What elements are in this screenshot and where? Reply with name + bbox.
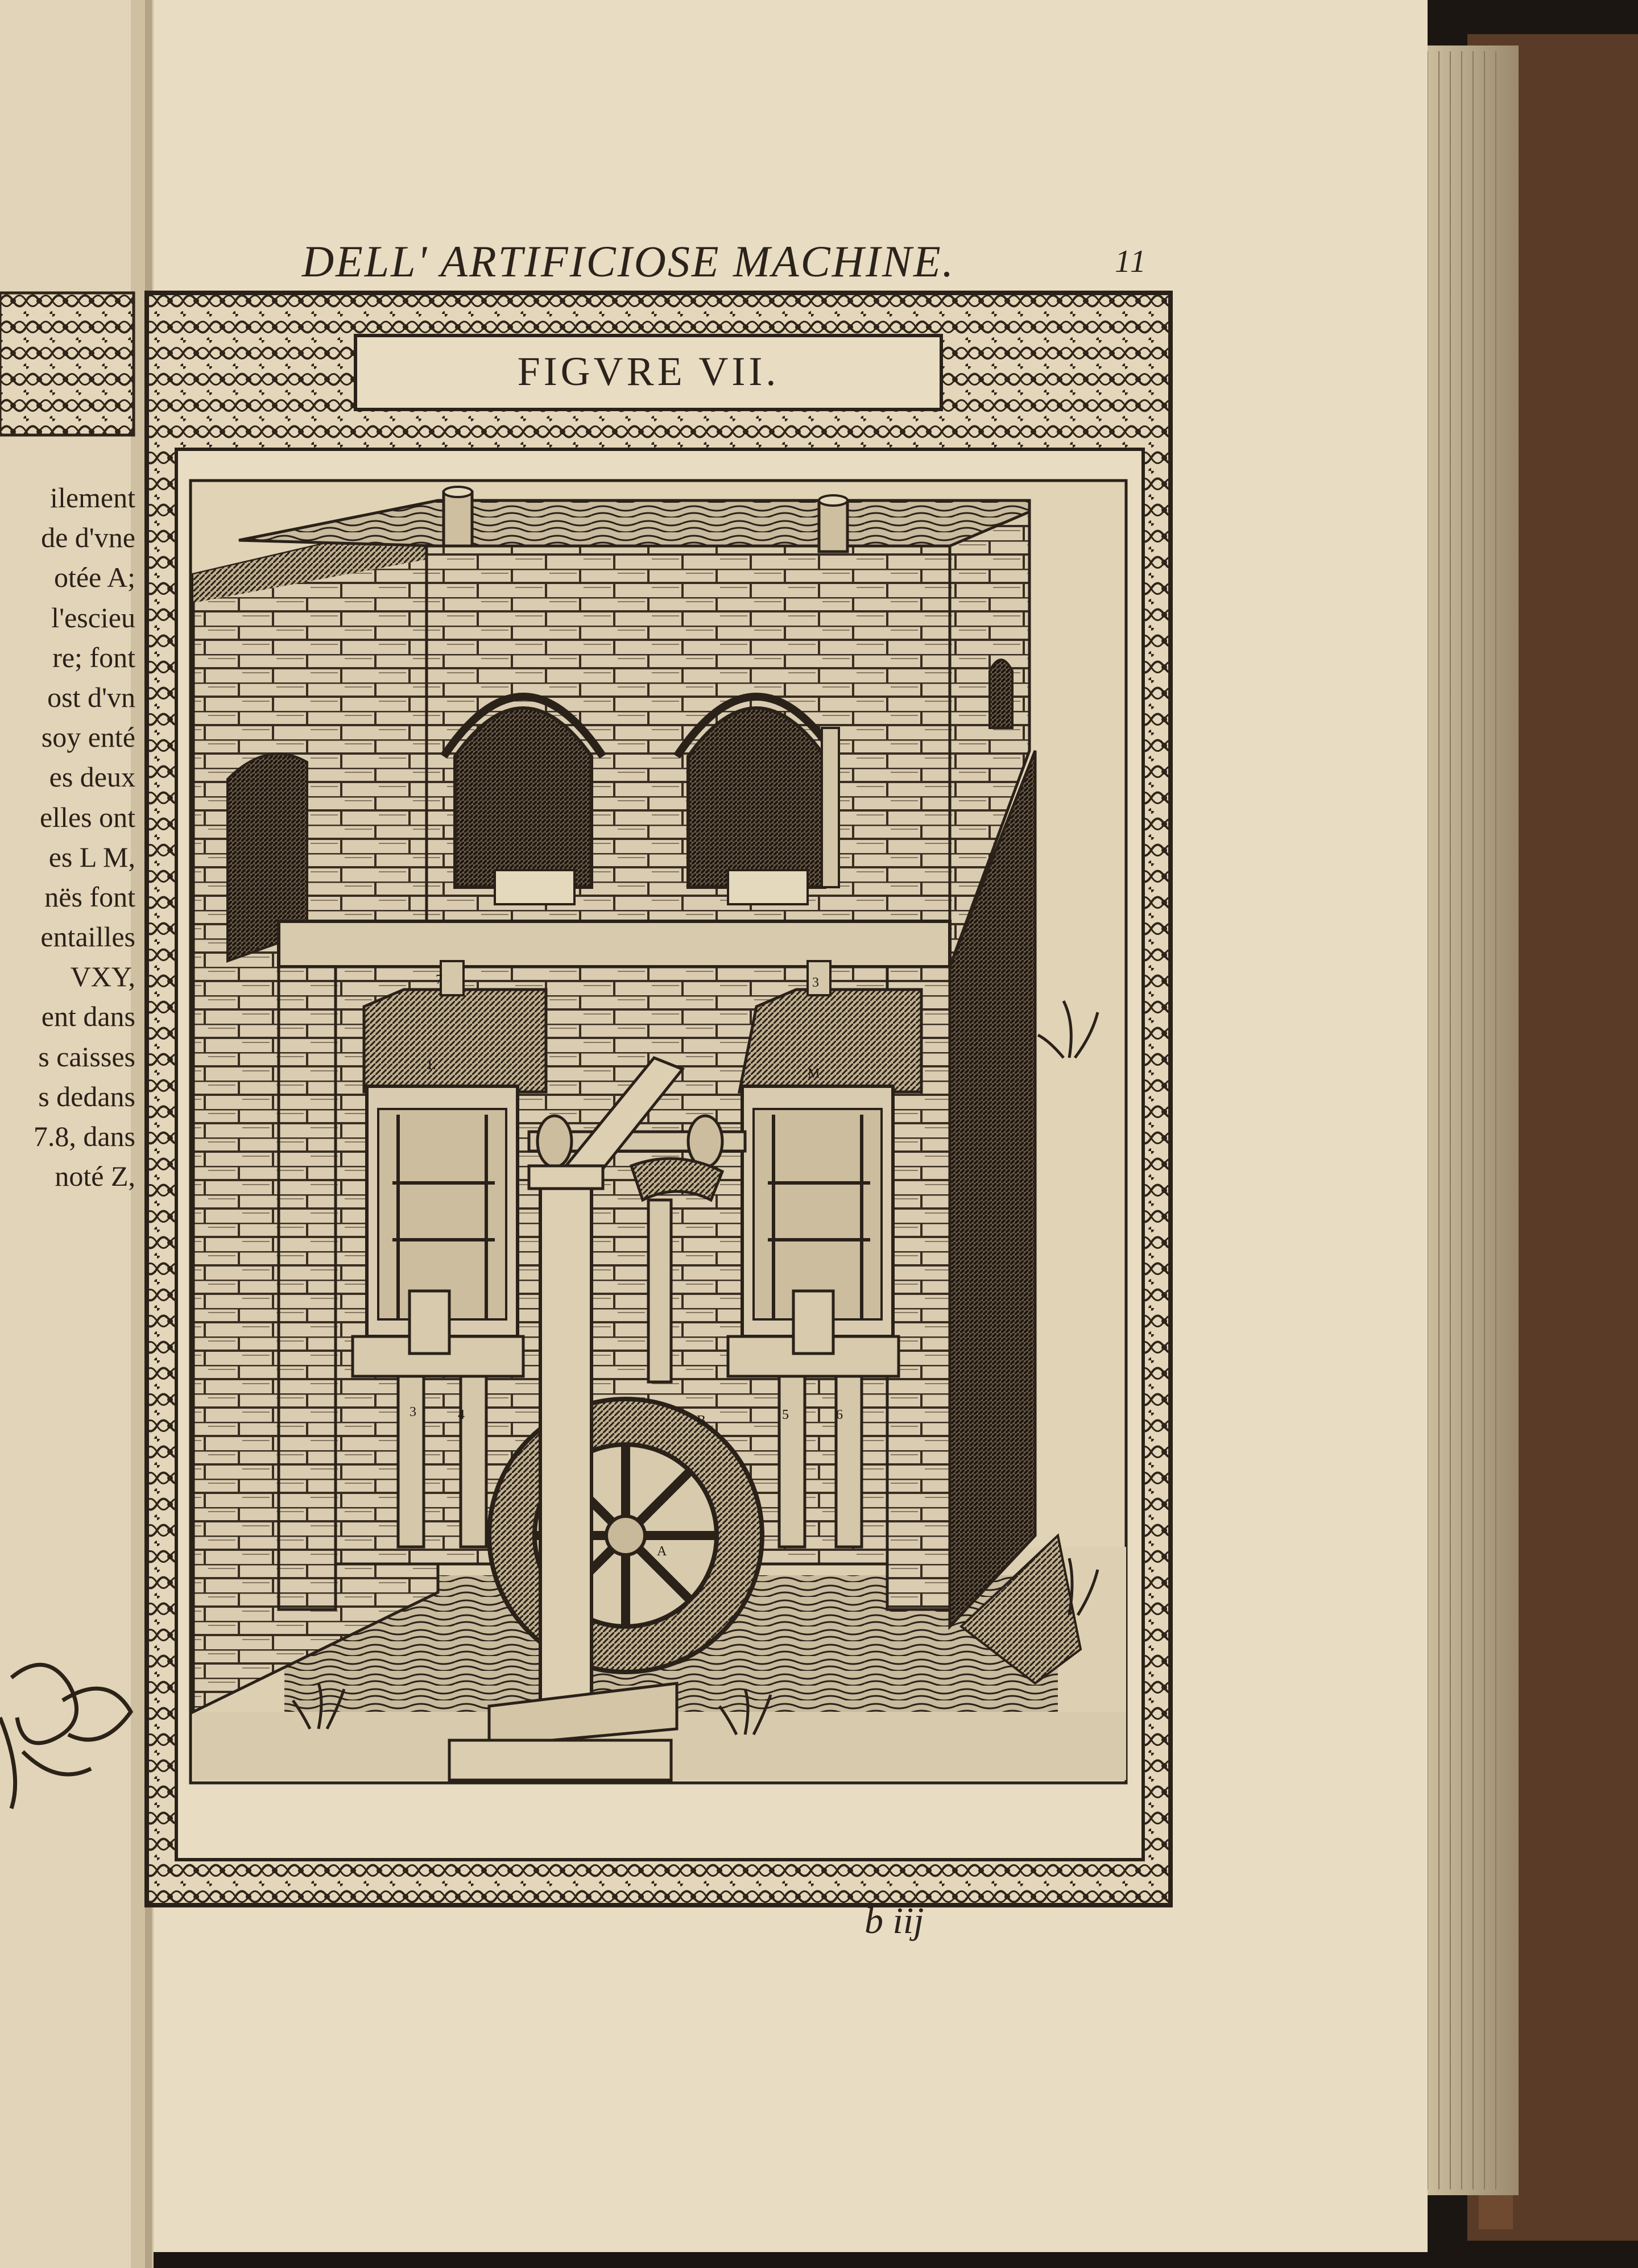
label-pipe-1: 3 xyxy=(410,1405,416,1419)
left-page-line: VXY, xyxy=(70,961,135,993)
left-page-line: ent dans xyxy=(41,1000,135,1033)
left-page-line: ilement xyxy=(50,482,135,514)
left-page-line: soy enté xyxy=(41,721,135,754)
left-page-line: es deux xyxy=(49,761,135,793)
left-page-line: noté Z, xyxy=(55,1160,135,1193)
left-page-line: 7.8, dans xyxy=(33,1120,135,1152)
label-L: L xyxy=(428,1058,436,1073)
left-page-line: s caisses xyxy=(38,1040,135,1073)
left-page-line: de d'vne xyxy=(41,522,135,554)
left-page-line: re; font xyxy=(52,641,135,673)
label-pipe-3: 5 xyxy=(782,1408,789,1422)
signature-mark: b iij xyxy=(864,1900,924,1942)
left-page-line: entailles xyxy=(40,921,135,953)
left-page-line: otée A; xyxy=(53,561,135,594)
figure-title: FIGVRE VII. xyxy=(517,349,780,394)
label-M: M xyxy=(808,1066,820,1081)
running-head: DELL' ARTIFICIOSE MACHINE. xyxy=(301,237,956,286)
label-pipe-4: 6 xyxy=(836,1408,843,1422)
label-pipe-2: 4 xyxy=(458,1408,465,1422)
left-page-line: elles ont xyxy=(39,801,135,833)
left-page-line: nës font xyxy=(44,880,135,913)
label-3-top: 3 xyxy=(812,975,819,990)
left-page-line: l'escieu xyxy=(51,601,135,634)
label-B: B xyxy=(697,1413,706,1428)
label-A: A xyxy=(657,1544,667,1559)
label-7: 7 xyxy=(436,972,442,987)
page-number: 11 xyxy=(1115,244,1148,279)
left-page-line: es L M, xyxy=(48,841,135,873)
left-page-line: ost d'vn xyxy=(47,681,135,713)
left-page-line: s dedans xyxy=(38,1080,135,1112)
